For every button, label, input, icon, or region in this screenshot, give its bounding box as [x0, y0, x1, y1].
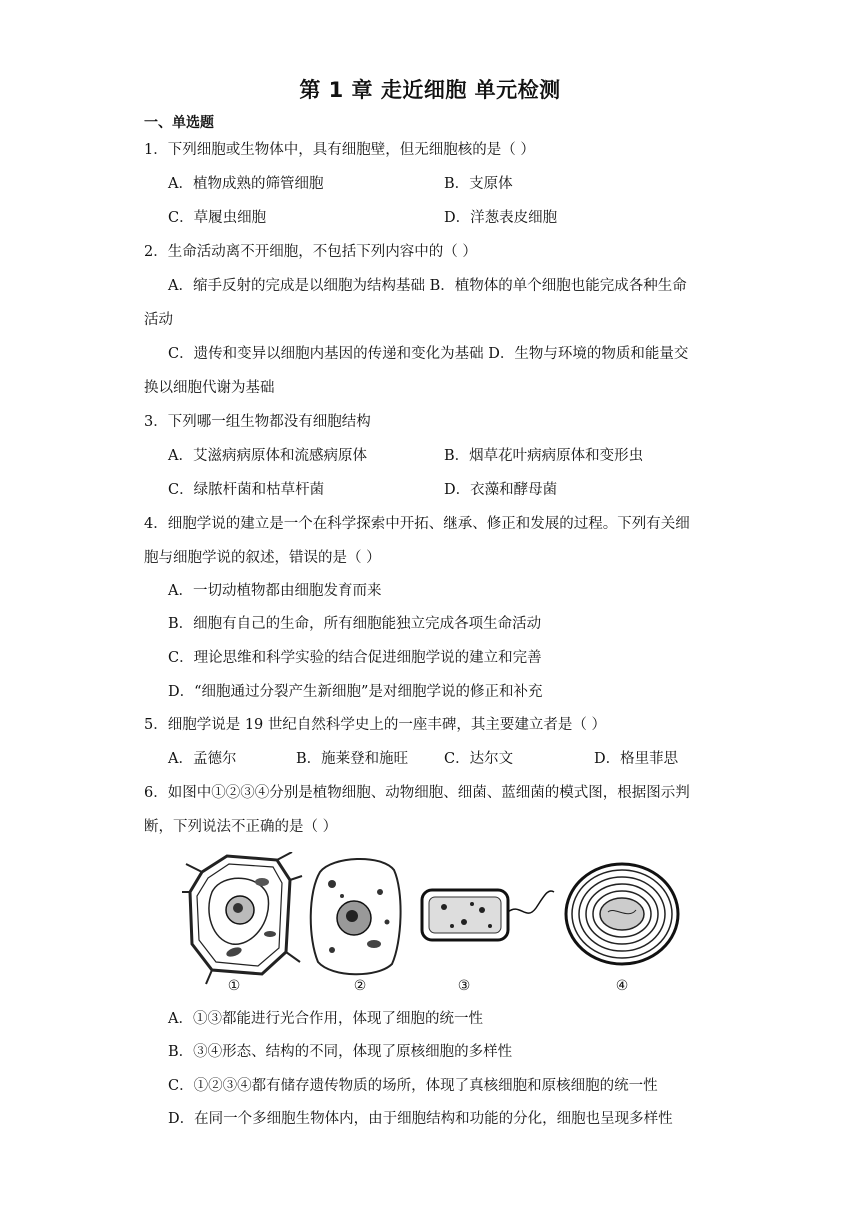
diagram-label-2: ②	[353, 978, 367, 992]
question-3-option-b: B．烟草花叶病病原体和变形虫	[444, 448, 644, 464]
animal-cell-diagram	[311, 859, 401, 992]
question-6-stem-line-2: 断，下列说法不正确的是（ ）	[144, 819, 338, 835]
question-5-option-b: B．施莱登和施旺	[296, 751, 409, 767]
question-2-options-line-2: 活动	[144, 312, 173, 328]
document-title: 第 1 章 走近细胞 单元检测	[299, 78, 561, 102]
cyanobacterium-diagram	[566, 864, 678, 992]
question-6-stem-line-1: 6．如图中①②③④分别是植物细胞、动物细胞、细菌、蓝细菌的模式图，根据图示判	[144, 785, 690, 801]
question-4-option-a: A．一切动植物都由细胞发育而来	[168, 583, 382, 599]
question-4-option-b: B．细胞有自己的生命，所有细胞能独立完成各项生命活动	[168, 616, 542, 632]
diagram-label-3: ③	[457, 978, 471, 992]
question-6-option-d: D．在同一个多细胞生物体内，由于细胞结构和功能的分化，细胞也呈现多样性	[168, 1111, 673, 1127]
bacterium-diagram	[422, 890, 554, 992]
question-5-stem: 5．细胞学说是 19 世纪自然科学史上的一座丰碑，其主要建立者是（ ）	[144, 717, 607, 733]
question-6-option-a: A．①③都能进行光合作用，体现了细胞的统一性	[168, 1011, 483, 1027]
question-4-option-d: D．“细胞通过分裂产生新细胞”是对细胞学说的修正和补充	[168, 684, 543, 700]
question-3-option-d: D．衣藻和酵母菌	[444, 482, 558, 498]
question-2-options-line-1: A．缩手反射的完成是以细胞为结构基础 B．植物体的单个细胞也能完成各种生命	[168, 278, 687, 294]
question-2-stem: 2．生命活动离不开细胞，不包括下列内容中的（ ）	[144, 244, 477, 260]
question-5-option-d: D．格里菲思	[594, 751, 679, 767]
question-6-option-c: C．①②③④都有储存遗传物质的场所，体现了真核细胞和原核细胞的统一性	[168, 1078, 658, 1094]
question-3-option-a: A．艾滋病病原体和流感病原体	[168, 448, 367, 464]
question-4-stem-line-2: 胞与细胞学说的叙述，错误的是（ ）	[144, 550, 381, 566]
question-3-option-c: C．绿脓杆菌和枯草杆菌	[168, 482, 325, 498]
question-1-option-b: B．支原体	[444, 176, 513, 192]
plant-cell-diagram	[182, 852, 302, 992]
question-6-option-b: B．③④形态、结构的不同，体现了原核细胞的多样性	[168, 1044, 513, 1060]
question-1-option-a: A．植物成熟的筛管细胞	[168, 176, 324, 192]
cell-diagrams-figure	[182, 852, 682, 992]
question-1-option-c: C．草履虫细胞	[168, 210, 267, 226]
question-3-stem: 3．下列哪一组生物都没有细胞结构	[144, 414, 371, 430]
question-2-options-line-3: C．遗传和变异以细胞内基因的传递和变化为基础 D．生物与环境的物质和能量交	[168, 346, 689, 362]
question-1-option-d: D．洋葱表皮细胞	[444, 210, 558, 226]
question-5-option-c: C．达尔文	[444, 751, 514, 767]
question-5-option-a: A．孟德尔	[168, 751, 237, 767]
question-4-stem-line-1: 4．细胞学说的建立是一个在科学探索中开拓、继承、修正和发展的过程。下列有关细	[144, 516, 690, 532]
question-2-options-line-4: 换以细胞代谢为基础	[144, 380, 275, 396]
diagram-label-1: ①	[227, 978, 241, 992]
section-heading: 一、单选题	[144, 115, 214, 131]
diagram-label-4: ④	[615, 978, 629, 992]
question-4-option-c: C．理论思维和科学实验的结合促进细胞学说的建立和完善	[168, 650, 542, 666]
question-1-stem: 1．下列细胞或生物体中，具有细胞壁，但无细胞核的是（ ）	[144, 142, 535, 158]
